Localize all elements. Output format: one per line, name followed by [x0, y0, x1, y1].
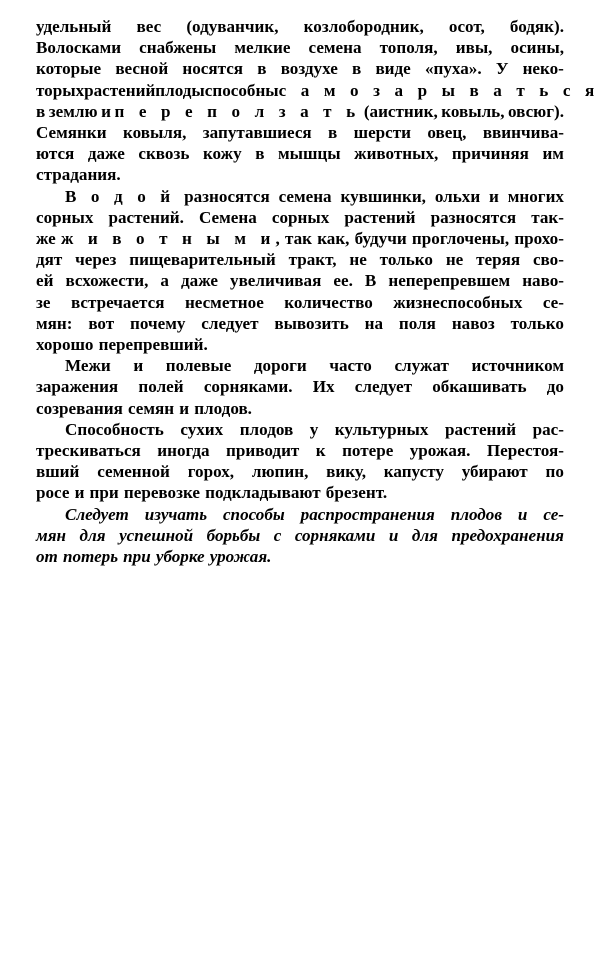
- text-line: росе и при перевозке подкладывают брезент.: [36, 483, 388, 503]
- text-line: дят через пищеварительный тракт, не только не теряя сво-: [36, 250, 564, 270]
- text-line: хорошо перепревший.: [36, 335, 208, 355]
- text-line: заражения полей сорняками. Их следует обкашивать до: [36, 377, 564, 397]
- text-line: ются даже сквозь кожу в мышцы животных, причиняя им: [36, 144, 564, 164]
- text-line: в землю и п е р е п о л з а т ь (аистник, ковыль, овсюг).: [36, 101, 564, 121]
- text-line: сорных растений. Семена сорных растений разносятся так-: [36, 207, 564, 227]
- text-line: страдания.: [36, 165, 121, 185]
- paragraph: [36, 419, 564, 504]
- text-line: Способность сухих плодов у культурных растений рас-: [65, 419, 564, 439]
- text-line: Следует изучать способы распространения плодов и се-: [65, 504, 564, 524]
- text-line: вший семенной горох, люпин, вику, капусту убирают по: [36, 462, 564, 482]
- paragraph: [36, 186, 564, 356]
- text-line: Семянки ковыля, запутавшиеся в шерсти овец, ввинчива-: [36, 123, 564, 143]
- text-line: зе встречается несметное количество жизнеспособных се-: [36, 292, 564, 312]
- text-line: В о д о й разносятся семена кувшинки, ольхи и многих: [65, 186, 564, 206]
- text-line: мян: вот почему следует вывозить на поля навоз только: [36, 313, 564, 333]
- text-line: Волосками снабжены мелкие семена тополя, ивы, осины,: [36, 38, 564, 58]
- text-line: которые весной носятся в воздухе в виде «пуха». У неко-: [36, 59, 564, 79]
- text-line: же ж и в о т н ы м и, так как, будучи проглочены, прохо-: [36, 229, 564, 249]
- paragraph: [36, 504, 564, 568]
- text-line: Межи и полевые дороги часто служат источником: [65, 356, 564, 376]
- text-line: удельный вес (одуванчик, козлобородник, осот, бодяк).: [36, 17, 564, 36]
- text-line: трескиваться иногда приводит к потере урожая. Перестоя-: [36, 441, 564, 461]
- text-line: мян для успешной борьбы с сорняками и для предохранения: [36, 525, 564, 545]
- text-line: от потерь при уборке урожая.: [36, 547, 272, 567]
- text-line: торых растений плоды способны с а м о з а р ы в а т ь с я: [36, 80, 600, 100]
- paragraph: [36, 355, 564, 419]
- text-line: ей всхожести, а даже увеличивая ее. В неперепревшем наво-: [36, 271, 564, 291]
- paragraph: [36, 16, 600, 186]
- text-column: [36, 16, 600, 567]
- text-line: созревания семян и плодов.: [36, 398, 252, 418]
